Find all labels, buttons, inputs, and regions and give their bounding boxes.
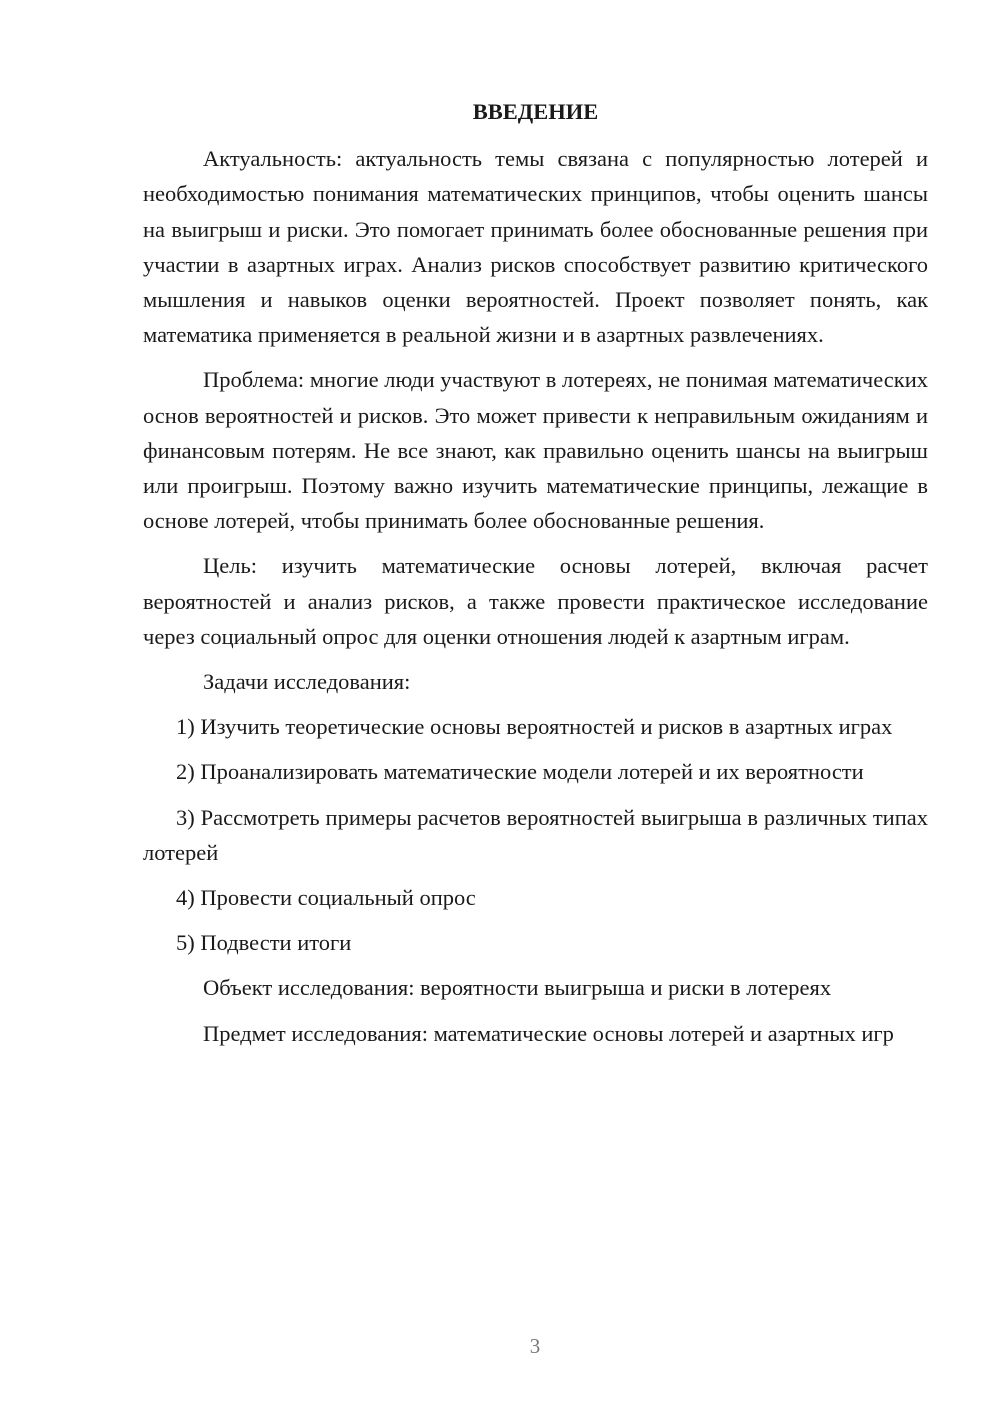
- page-title: ВВЕДЕНИЕ: [472, 99, 599, 124]
- paragraph-object: Объект исследования: вероятности выигрыша и риски в лотереях: [203, 975, 832, 1001]
- task-item-2: 2) Проанализировать математические модели лотерей и их вероятности: [176, 759, 864, 785]
- paragraph-goal: Цель: изучить математические основы лотерей, включая расчет вероятностей и анализ рисков, а также провести практическое исследование через социальный опрос для оценки отношения людей к азартным играм.: [143, 553, 928, 649]
- tasks-heading: Задачи исследования:: [203, 669, 411, 695]
- task-item-4: 4) Провести социальный опрос: [176, 885, 476, 911]
- page-content: [143, 94, 928, 1061]
- paragraph-problem: Проблема: многие люди участвуют в лотереях, не понимая математических основ вероятностей и рисков. Это может привести к неправильным ожиданиям и финансовым потерям. Не все знают, как правильно оценить шансы на выигрыш или проигрыш. Поэтому важно изучить математические принципы, лежащие в основе лотерей, чтобы принимать более обоснованные решения.: [143, 367, 928, 534]
- paragraph-relevance: Актуальность: актуальность темы связана с популярностью лотерей и необходимостью понимания математических принципов, чтобы оценить шансы на выигрыш и риски. Это помогает принимать более обоснованные решения при участии в азартных играх. Анализ рисков способствует развитию критического мышления и навыков оценки вероятностей. Проект позволяет понять, как математика применяется в реальной жизни и в азартных развлечениях.: [143, 146, 928, 348]
- page-number: 3: [529, 1334, 541, 1358]
- paragraph-subject: Предмет исследования: математические основы лотерей и азартных игр: [203, 1020, 894, 1046]
- task-item-1: 1) Изучить теоретические основы вероятностей и рисков в азартных играх: [176, 714, 893, 740]
- task-item-3: 3) Рассмотреть примеры расчетов вероятностей выигрыша в различных типах лотерей: [143, 804, 928, 865]
- task-item-5: 5) Подвести итоги: [176, 930, 352, 956]
